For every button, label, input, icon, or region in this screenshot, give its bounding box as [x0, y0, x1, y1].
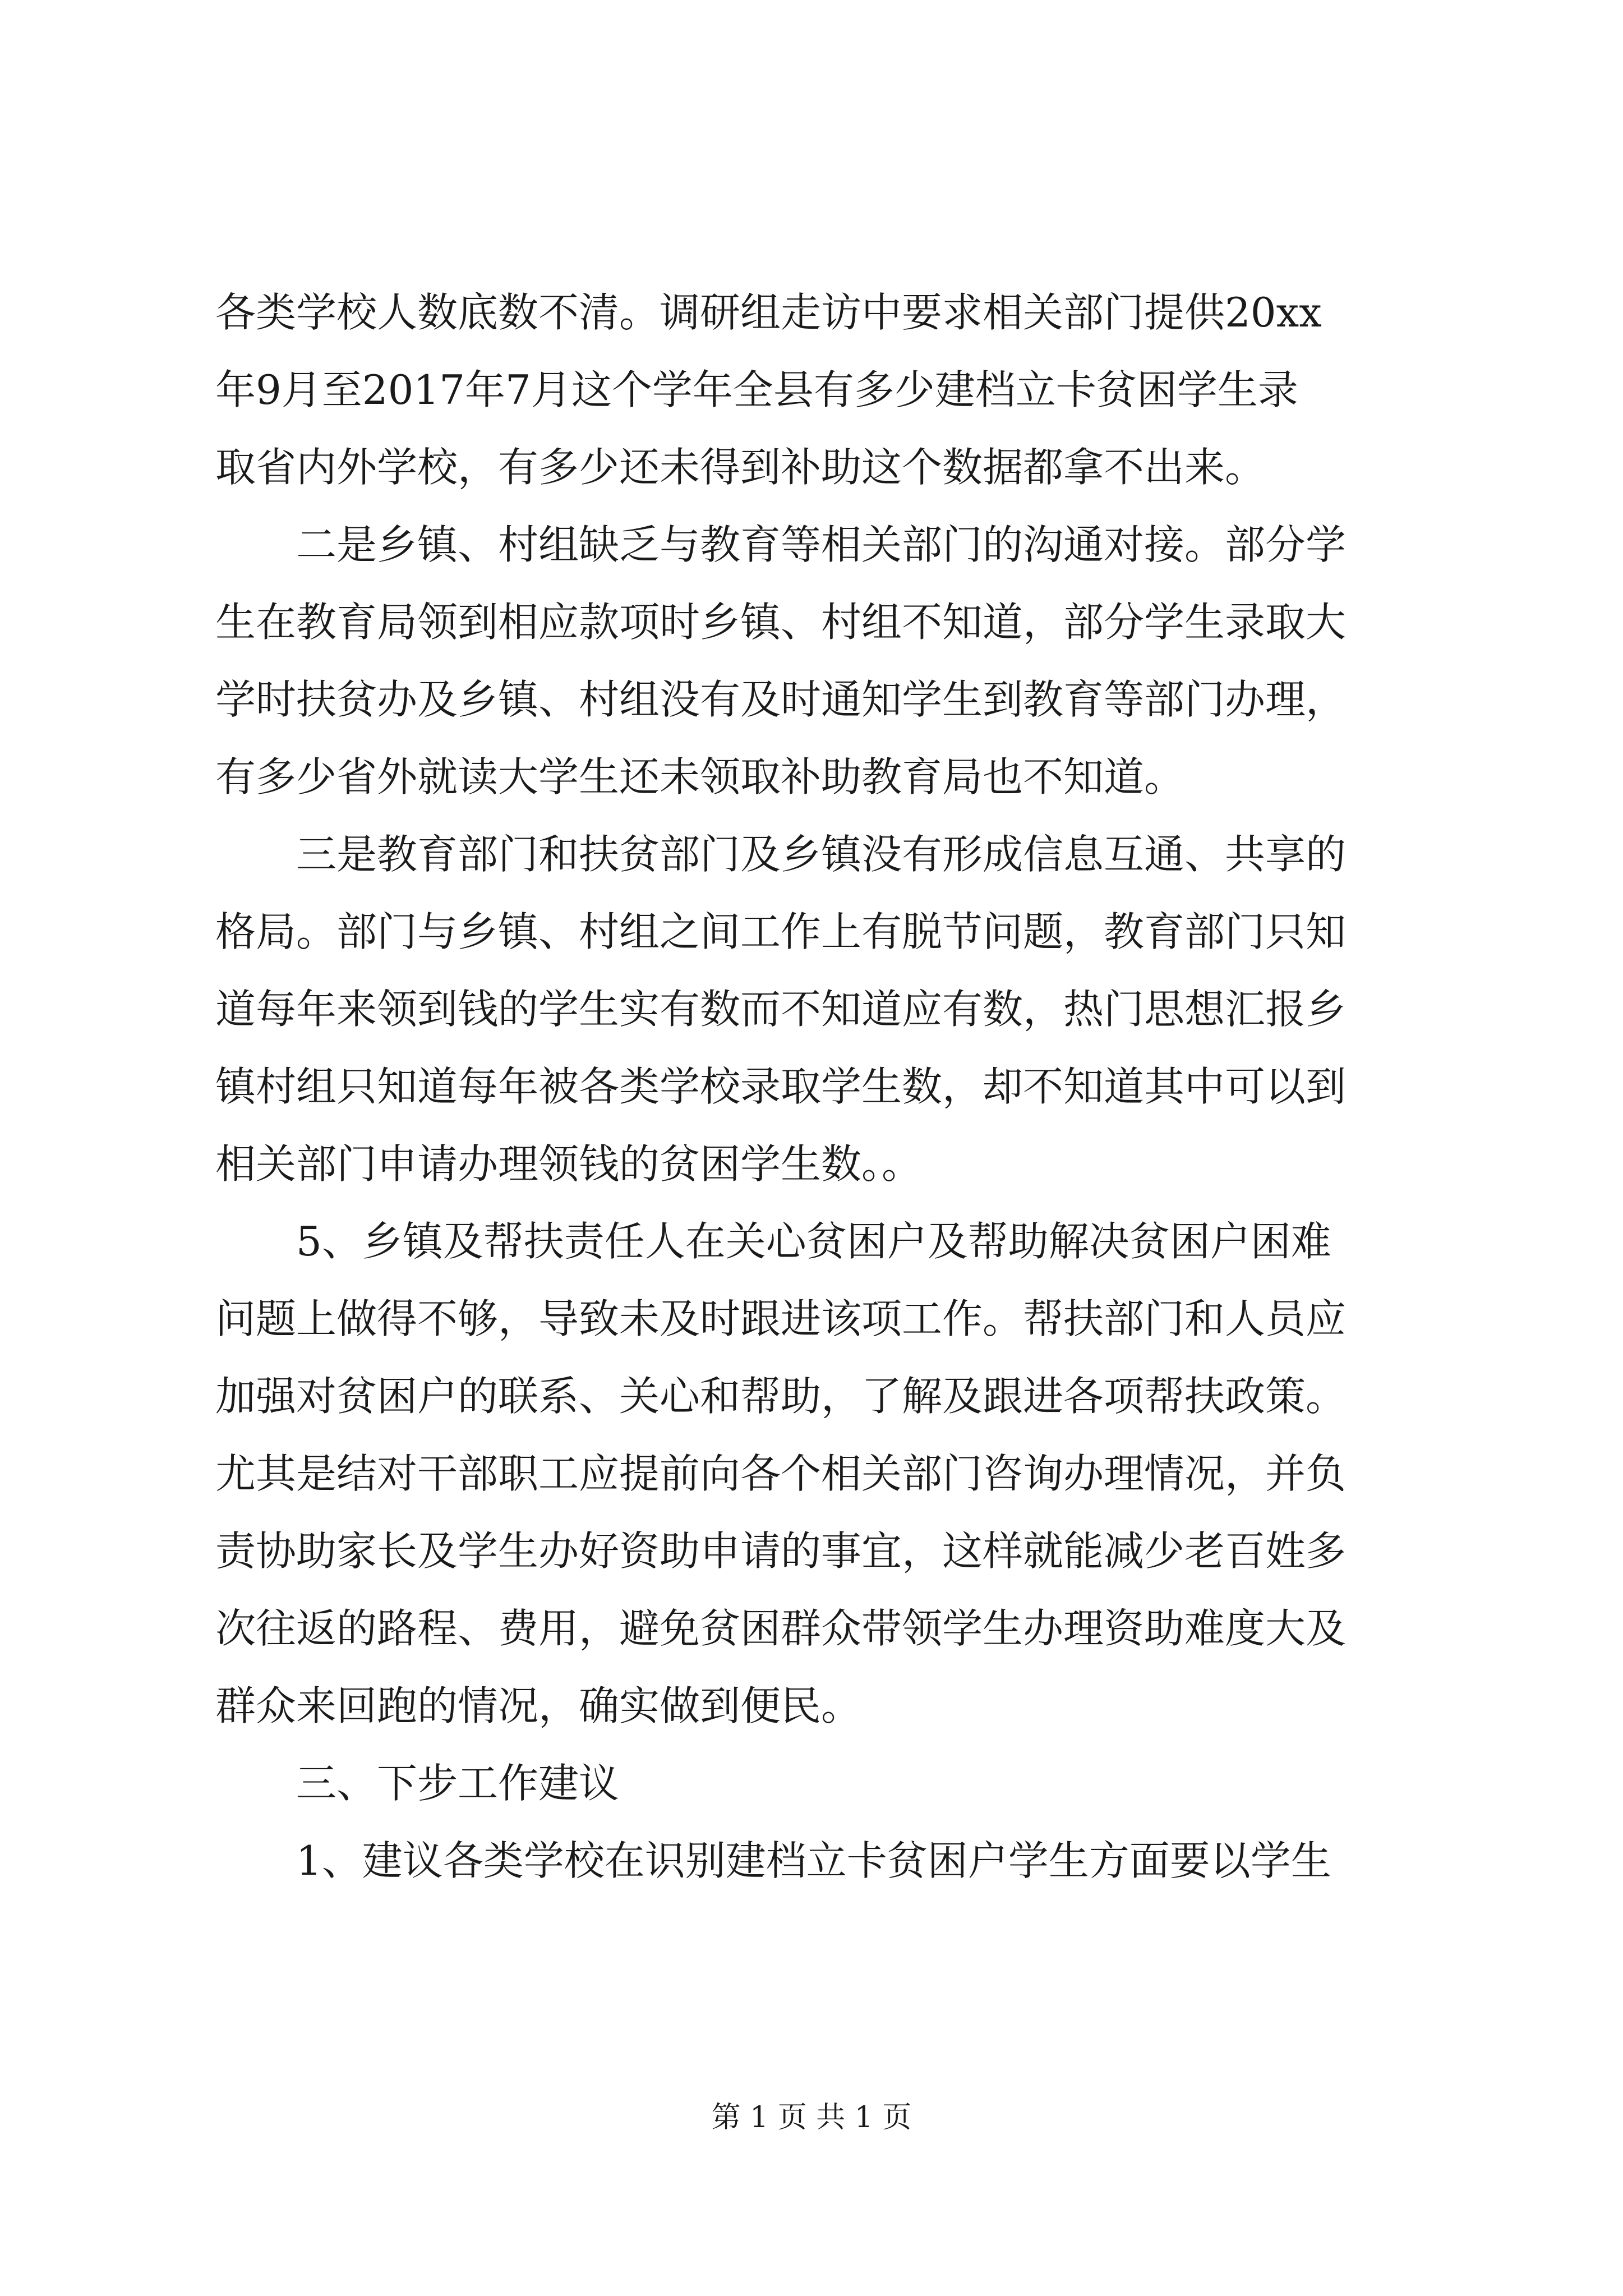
- body-line: 各类学校人数底数不清。调研组走访中要求相关部门提供20xx: [215, 289, 1322, 336]
- body-line: 责协助家长及学生办好资助申请的事宜，这样就能减少老百姓多: [215, 1527, 1347, 1575]
- document-body: [215, 274, 1410, 1899]
- body-line: 问题上做得不够，导致未及时跟进该项工作。帮扶部门和人员应: [215, 1295, 1347, 1342]
- body-line: 格局。部门与乡镇、村组之间工作上有脱节问题，教育部门只知: [215, 908, 1347, 955]
- paragraph-start-line: 5、乡镇及帮扶责任人在关心贫困户及帮助解决贫困户困难: [296, 1218, 1331, 1265]
- body-line: 有多少省外就读大学生还未领取补助教育局也不知道。: [215, 753, 1185, 800]
- paragraph-start-line: 二是乡镇、村组缺乏与教育等相关部门的沟通对接。部分学: [296, 521, 1347, 568]
- body-line: 尤其是结对干部职工应提前向各个相关部门咨询办理情况，并负: [215, 1450, 1347, 1497]
- paragraph-start-line: 1、建议各类学校在识别建档立卡贫困户学生方面要以学生: [296, 1837, 1331, 1884]
- body-line: 群众来回跑的情况，确实做到便民。: [215, 1682, 862, 1729]
- paragraph-start-line: 三是教育部门和扶贫部门及乡镇没有形成信息互通、共享的: [296, 831, 1347, 878]
- body-line: 学时扶贫办及乡镇、村组没有及时通知学生到教育等部门办理，: [215, 676, 1347, 723]
- body-line: 加强对贫困户的联系、关心和帮助，了解及跟进各项帮扶政策。: [215, 1373, 1347, 1420]
- body-line: 镇村组只知道每年被各类学校录取学生数，却不知道其中可以到: [215, 1063, 1347, 1110]
- body-line: 年9月至2017年7月这个学年全县有多少建档立卡贫困学生录: [215, 366, 1298, 413]
- body-line: 取省内外学校，有多少还未得到补助这个数据都拿不出来。: [215, 444, 1266, 491]
- body-line: 道每年来领到钱的学生实有数而不知道应有数，热门思想汇报乡: [215, 986, 1347, 1033]
- section-heading: 三、下步工作建议: [296, 1760, 620, 1807]
- page-footer: 第 1 页 共 1 页: [711, 2101, 912, 2134]
- body-line: 相关部门申请办理领钱的贫困学生数。。: [215, 1140, 923, 1188]
- body-line: 次往返的路程、费用，避免贫困群众带领学生办理资助难度大及: [215, 1605, 1347, 1652]
- body-line: 生在教育局领到相应款项时乡镇、村组不知道，部分学生录取大: [215, 599, 1347, 646]
